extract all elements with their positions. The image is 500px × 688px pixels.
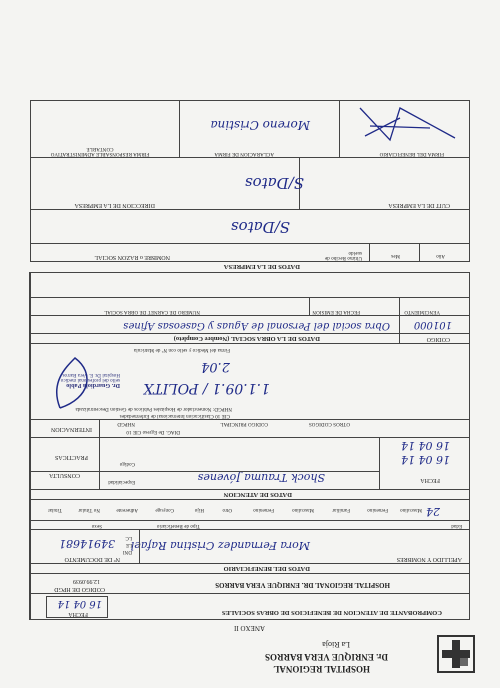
obra-codigo-value: 101000 xyxy=(413,319,452,330)
firma-beneficiario-label: FIRMA DEL BENEFICIARIO xyxy=(379,151,444,156)
razon-social-value: S/Datos xyxy=(230,218,290,236)
sexo-label: Sexo xyxy=(91,523,102,528)
tipo-titular: Titular xyxy=(47,507,62,512)
tipo-no-titular: No Titular xyxy=(78,507,100,512)
edad-label: Edad xyxy=(451,523,462,528)
fecha-label: FECHA xyxy=(68,611,88,617)
comprobante-title: COMPROBANTE DE ATENCION DE BENEFICIOS DE OBRAS SOCIALES xyxy=(221,609,442,616)
stamp-line2: sello del profesional medico xyxy=(60,377,120,382)
aclaracion-label: ACLARACION DE FIRMA xyxy=(214,151,274,156)
hospital-line1: HOSPITAL REGIONAL xyxy=(273,664,370,674)
tipo-beneficiario-label: Tipo de Beneficiario xyxy=(156,523,200,528)
tipo-otro: Otro xyxy=(222,507,232,512)
doc-type-dni: DNI xyxy=(122,549,132,554)
nhpgd-note: NHPGD: Nomenclador de Hospitales Publicos de Gestion Descentralizada xyxy=(75,406,232,411)
fecha-atencion-label: FECHA xyxy=(420,477,440,483)
section-atencion: DATOS DE ATENCION xyxy=(223,491,292,498)
doctor-signature xyxy=(40,353,100,413)
firma-responsable-label: FIRMA RESPONSABLE ADMINISTRATIVO CONTABLE xyxy=(50,146,150,156)
firma-medico-label: Firma del Medico y sello con Nº de Matricula xyxy=(133,347,230,352)
documento-value: 34914681 xyxy=(59,537,115,550)
sexo-masculino: Masculino xyxy=(291,507,314,512)
obra-codigo-label: CODIGO xyxy=(426,336,450,342)
vencimiento-label: VENCIMIENTO xyxy=(404,309,440,314)
hospital-name-row: HOSPITAL REGIONAL DR. ENRIQUE VERA BARROS xyxy=(215,581,390,589)
edad-masculino: Masculino xyxy=(399,507,422,512)
nhpgd-label: NHPGD xyxy=(117,421,135,426)
stamp-line1: Dr. Guardiola Pablo xyxy=(66,382,120,388)
documento-label: Nº DE DOCUMENTO xyxy=(64,556,120,562)
hospital-line2: Dr. ENRIQUE VERA BARROS xyxy=(264,652,388,662)
ultimo-recibo-label: Ultimo Recibo de sueldo xyxy=(324,250,362,260)
cie-note: CIE 10 Clasificacion Internacional de Enfermedades xyxy=(119,413,230,418)
doc-type-lc: LC xyxy=(125,535,132,540)
tipo-familiar: Familiar xyxy=(332,507,350,512)
tipo-adherente: Adherente xyxy=(116,507,138,512)
hospital-line3: La Rioja xyxy=(322,640,350,649)
doc-type-le: LE xyxy=(125,542,132,547)
carnet-label: NUMERO DE CARNET DE OBRA SOCIAL xyxy=(104,309,200,314)
codigo-principal-label: CODIGO PRINCIPAL xyxy=(220,421,268,426)
cuit-label: CUIT DE LA EMPRESA xyxy=(388,202,450,208)
apellido-value: Mora Fernandez Cristina Rafael xyxy=(130,539,310,552)
especialidad-value: Shock Trauma Jóvenes xyxy=(197,471,325,484)
practica-codes: 1.1.09.1 / POLITX xyxy=(143,380,270,396)
practica-codes-2: 2.04 xyxy=(201,359,230,374)
razon-social-label: NOMBRE o RAZON SOCIAL xyxy=(94,254,170,260)
cuit-value: S/Datos xyxy=(244,174,304,192)
beneficiario-signature xyxy=(350,100,460,148)
otros-codigos-label: OTROS CODIGOS xyxy=(308,421,350,426)
edad-femenino: Femenino xyxy=(367,507,388,512)
section-obra-social: DATOS DE LA OBRA SOCIAL (Nombre Completo) xyxy=(173,335,320,342)
direccion-label: DIRECCION DE LA EMPRESA xyxy=(74,202,155,208)
stamp-line3: Hospital Dr. E. Vera Barros xyxy=(62,372,120,377)
codigo-practica-label: Codigo xyxy=(119,461,135,466)
apellido-label: APELLIDO Y NOMBRES xyxy=(396,556,462,562)
codigo-hpgd-value: 12.99.0939 xyxy=(73,578,100,584)
tipo-hijo: Hijo xyxy=(194,507,204,512)
practicas-label: PRACTICAS xyxy=(54,454,88,460)
mes-label: Mes xyxy=(391,253,400,258)
codigo-hpgd-label: CODIGO DE HPGD xyxy=(54,586,105,592)
tipo-conyuge: Conyuge xyxy=(155,507,174,512)
hospital-logo xyxy=(434,632,478,676)
obra-social-value: Obra social del Personal de Aguas y Gaseosas Afines xyxy=(123,320,390,331)
anio-label: Año xyxy=(436,253,445,258)
especialidad-label: Especialidad xyxy=(108,479,135,484)
section-empresa: DATOS DE LA EMPRESA xyxy=(223,263,300,270)
emision-label: FECHA DE EMISION xyxy=(312,309,360,314)
section-beneficiario: DATOS DEL BENEFICIARIO xyxy=(223,565,310,572)
fecha-consulta-value: 16 04 14 xyxy=(401,453,450,466)
consulta-label: CONSULTA xyxy=(49,472,80,478)
aclaracion-value: Moreno Cristina xyxy=(210,118,310,132)
annex-label: ANEXO II xyxy=(234,624,265,632)
sexo-femenino: Femenino xyxy=(253,507,274,512)
fecha-practica-value: 16 04 14 xyxy=(401,439,450,452)
edad-value: 24 xyxy=(426,505,440,518)
diag-egreso-label: DIAG. De Egreso CIE 10 xyxy=(126,429,180,434)
internacion-label: INTERNACION xyxy=(51,426,92,432)
fecha-value: 16 04 14 xyxy=(57,598,102,609)
